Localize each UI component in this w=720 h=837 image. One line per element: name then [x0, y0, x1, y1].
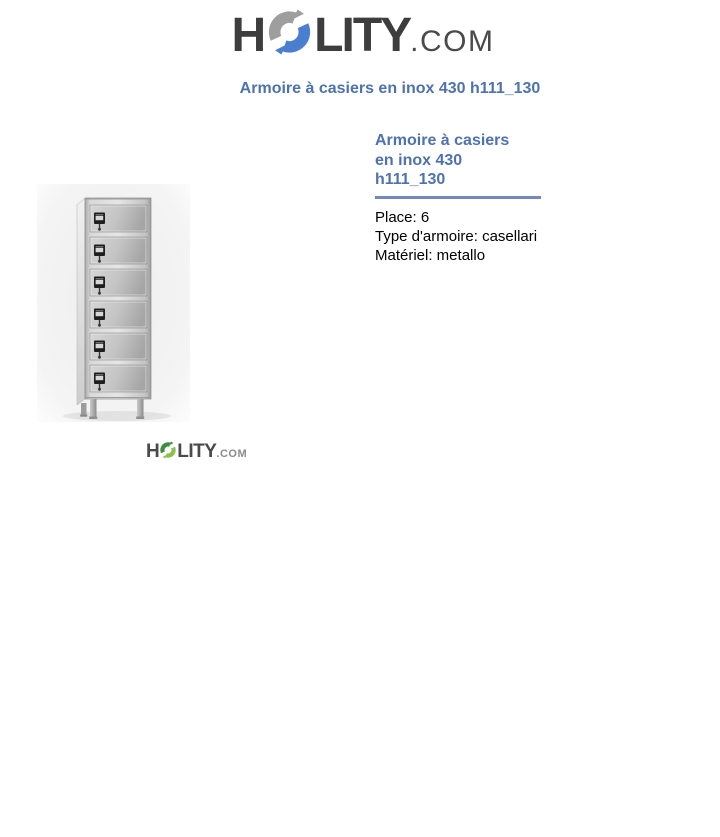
holity-logo	[232, 8, 495, 60]
spec-place: Place: 6	[375, 208, 430, 226]
holity-swirl-icon	[265, 8, 313, 56]
watermark-letters-lity: LITY	[177, 441, 217, 462]
watermark-letter-h: H	[146, 441, 160, 462]
product-info	[375, 131, 565, 265]
holity-watermark-logo	[146, 441, 247, 461]
logo-letter-h: H	[231, 9, 265, 62]
spec-type-armoire: Type d'armoire: casellari	[375, 227, 538, 245]
spec-materiel: Matériel: metallo	[375, 247, 486, 265]
logo-letters-lity: LITY	[314, 9, 411, 62]
logo-suffix-com: .COM	[410, 25, 495, 58]
page-title: Armoire à casiers en inox 430 h111_130	[239, 80, 541, 97]
title-underline	[375, 196, 541, 199]
product-specs	[375, 208, 565, 266]
product-title: Armoire à casiers en inox 430 h111_130	[375, 132, 510, 188]
holity-swirl-green-icon	[159, 441, 177, 459]
locker-product-image	[37, 184, 190, 422]
watermark-suffix-com: .COM	[216, 448, 248, 460]
